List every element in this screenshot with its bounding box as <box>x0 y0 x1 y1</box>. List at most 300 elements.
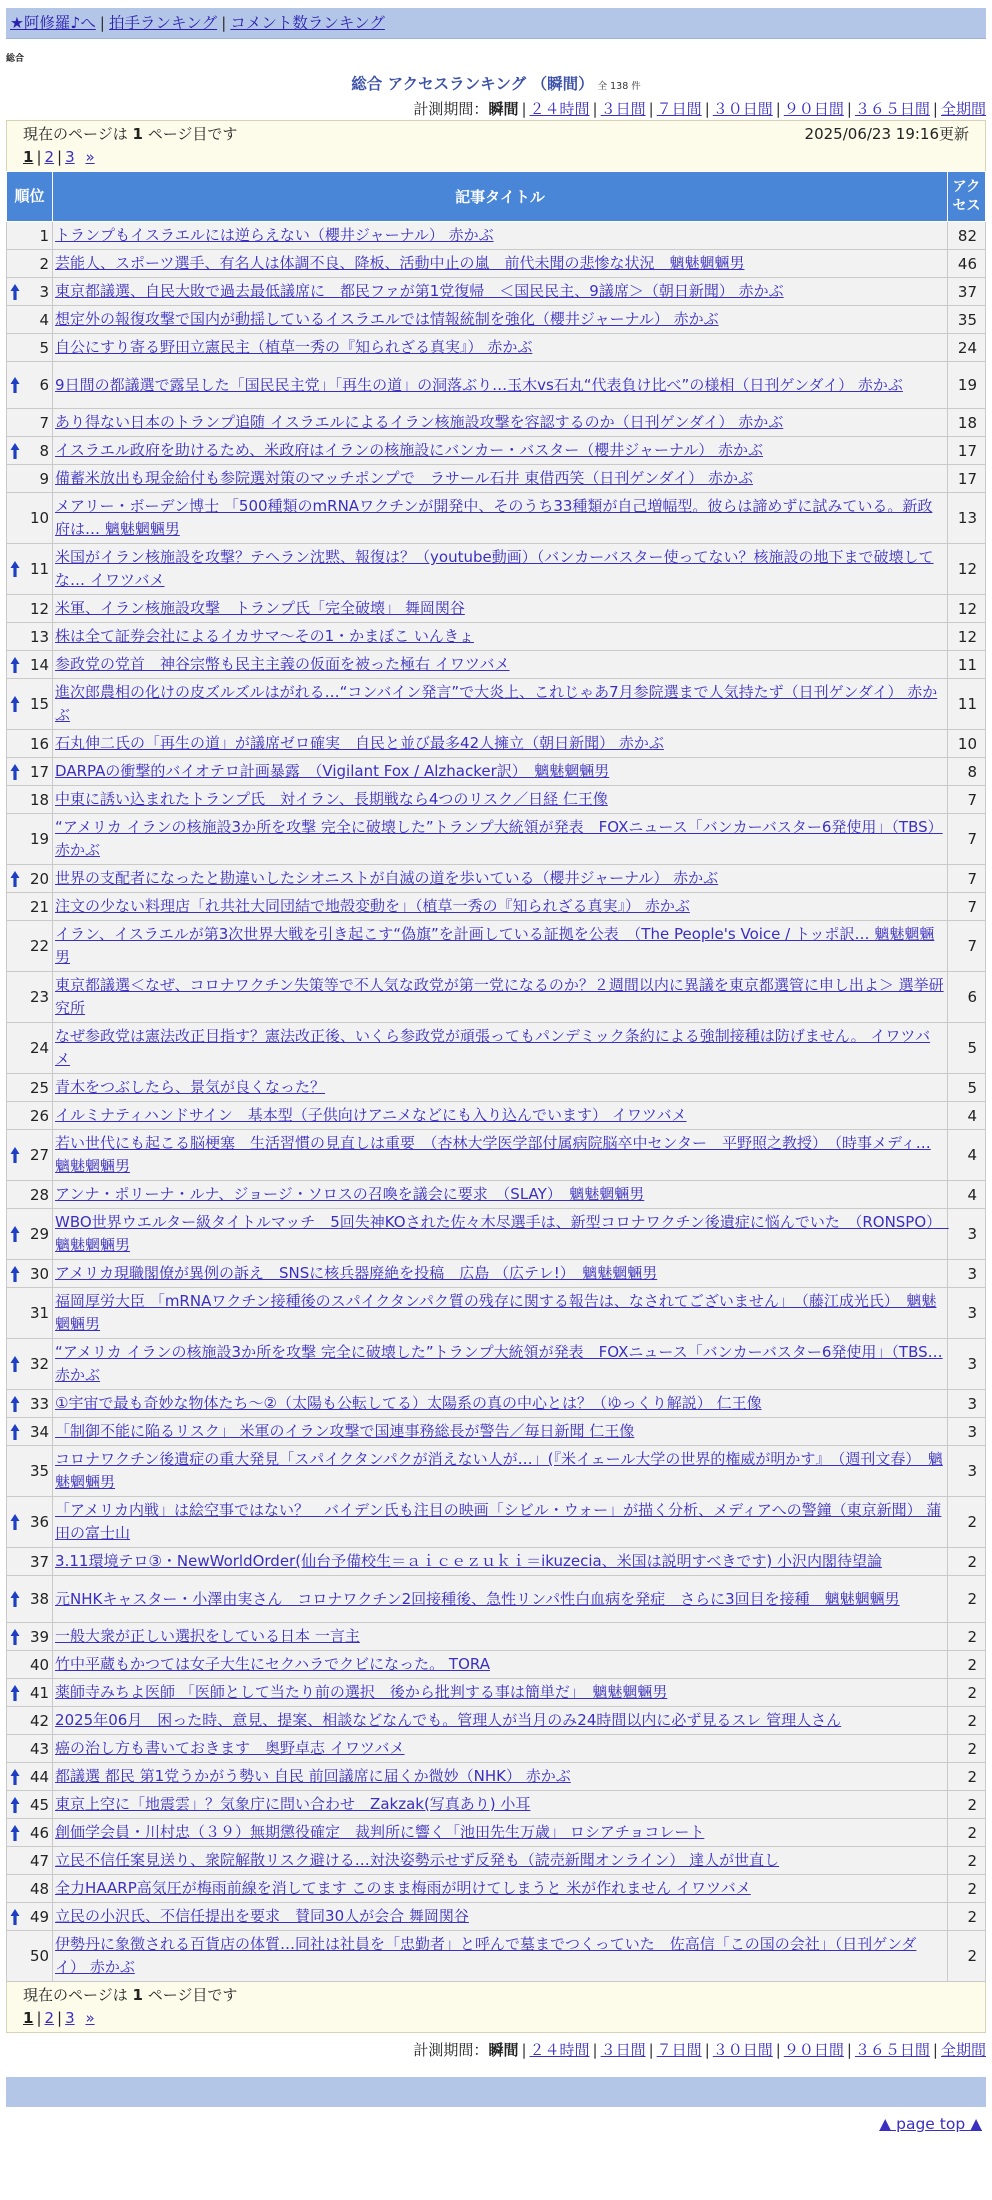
title-cell <box>53 1651 948 1679</box>
access-count: 19 <box>947 362 985 409</box>
ranking-row <box>7 1418 986 1446</box>
rank-cell <box>7 1791 53 1819</box>
page-top-container <box>6 2111 986 2137</box>
rank-up-arrow-icon <box>10 1628 20 1646</box>
footer-bar <box>6 2077 986 2107</box>
access-count: 2 <box>947 1931 985 1982</box>
article-title-link[interactable]: 想定外の報復攻撃で国内が動揺しているイスラエルでは情報統制を強化（櫻井ジャーナル） 赤かぶ <box>55 310 719 328</box>
ranking-row <box>7 1209 986 1260</box>
ranking-row <box>7 651 986 679</box>
title-cell <box>53 1339 948 1390</box>
period-link[interactable]: ３日間 <box>600 2041 646 2059</box>
ranking-row <box>7 1288 986 1339</box>
page-spacer <box>78 2009 83 2027</box>
title-cell <box>53 1735 948 1763</box>
rank-cell <box>7 1707 53 1735</box>
page-link[interactable]: 3 <box>65 148 75 166</box>
access-count: 2 <box>947 1903 985 1931</box>
rank-number: 28 <box>29 1185 50 1204</box>
ranking-row <box>7 1707 986 1735</box>
article-title-link[interactable]: 「制御不能に陥るリスク」 米軍のイラン攻撃で国連事務総長が警告／毎日新聞 仁王像 <box>55 1422 635 1440</box>
article-title-link[interactable]: アメリカ現職閣僚が異例の訴え SNSに核兵器廃絶を投稿 広島 （広テレ!） 魑魅魍魎男 <box>55 1264 658 1282</box>
article-title-link[interactable]: 進次郎農相の化けの皮ズルズルはがれる…“コンバイン発言”で大炎上、これじゃあ7月参院選まで人気持たず（日刊ゲンダイ） 赤かぶ <box>55 683 938 724</box>
title-cell <box>53 362 948 409</box>
article-title-link[interactable]: イルミナティハンドサイン 基本型（子供向けアニメなどにも入り込んでいます） イワツバメ <box>55 1106 687 1124</box>
rank-cell <box>7 409 53 437</box>
period-link[interactable]: ３６５日間 <box>854 100 930 118</box>
rank-cell <box>7 595 53 623</box>
article-title-link[interactable]: イスラエル政府を助けるため、米政府はイランの核施設にバンカー・バスター（櫻井ジャーナル） 赤かぶ <box>55 441 764 459</box>
title-cell <box>53 623 948 651</box>
title-cell <box>53 306 948 334</box>
period-separator: | <box>704 100 710 118</box>
access-count: 2 <box>947 1875 985 1903</box>
ranking-row <box>7 1623 986 1651</box>
ranking-row <box>7 1339 986 1390</box>
article-title-link[interactable]: 3.11環境テロ③・NewWorldOrder(仙台予備校生＝ａｉｃｅｚｕｋｉ＝ikuzecia、米国は説明すべきです) 小沢内閣待望論 <box>55 1552 883 1570</box>
rank-number: 49 <box>29 1907 50 1926</box>
rank-number: 42 <box>29 1711 50 1730</box>
page-next-link[interactable]: » <box>85 148 95 166</box>
access-count: 2 <box>947 1651 985 1679</box>
article-title-link[interactable]: 9日間の都議選で露呈した「国民民主党」「再生の道」の洞落ぶり…玉木vs石丸“代表負け比べ”の様相（日刊ゲンダイ） 赤かぶ <box>55 375 903 394</box>
ranking-row <box>7 1903 986 1931</box>
article-title-link[interactable]: “アメリカ イランの核施設3か所を攻撃 完全に破壊した”トランプ大統領が発表 FOXニュース「バンカーバスター6発使用」（TBS） 赤かぶ <box>55 818 943 859</box>
ranking-row <box>7 362 986 409</box>
article-title-link[interactable]: 東京上空に「地震雲」？気象庁に問い合わせ Zakzak(写真あり) 小耳 <box>55 1795 531 1813</box>
article-title-link[interactable]: 全力HAARP高気圧が梅雨前線を消してます このまま梅雨が明けてしまうと 米が作れません イワツバメ <box>55 1879 751 1897</box>
access-count: 5 <box>947 1023 985 1074</box>
title-cell <box>53 1181 948 1209</box>
rank-cell <box>7 786 53 814</box>
access-count: 7 <box>947 893 985 921</box>
article-title-link[interactable]: 米国がイラン核施設を攻撃？テヘラン沈黙、報復は？（youtube動画）（バンカーバスター使ってない？核施設の地下まで破壊してな… イワツバメ <box>55 548 934 589</box>
title-cell <box>53 1707 948 1735</box>
page-top-link[interactable]: ▲ page top ▲ <box>879 2115 982 2133</box>
period-separator: | <box>592 2041 598 2059</box>
rank-cell <box>7 893 53 921</box>
period-separator: | <box>932 100 938 118</box>
ranking-row <box>7 278 986 306</box>
current-page-suffix: ページ目です <box>147 1986 238 2004</box>
article-title-link[interactable]: 都議選 都民 第1党うかがう勢い 自民 前回議席に届くか微妙（NHK） 赤かぶ <box>55 1767 571 1785</box>
access-count: 5 <box>947 1074 985 1102</box>
rank-cell <box>7 306 53 334</box>
ranking-row <box>7 409 986 437</box>
rank-cell <box>7 278 53 306</box>
title-cell <box>53 814 948 865</box>
period-separator: | <box>648 2041 654 2059</box>
pagination-bottom <box>23 2006 969 2030</box>
rank-cell <box>7 1260 53 1288</box>
article-title-link[interactable]: 伊勢丹に象徴される百貨店の体質…同社は社員を「忠勤者」と呼んで墓までつくっていた 佐高信「この国の会社」（日刊ゲンダイ） 赤かぶ <box>55 1935 917 1976</box>
period-label: 計測期間： <box>413 2041 489 2059</box>
access-count: 2 <box>947 1735 985 1763</box>
rank-number: 27 <box>29 1146 50 1164</box>
page-link[interactable]: 2 <box>44 2009 55 2027</box>
rank-cell <box>7 1102 53 1130</box>
title-column-header: 記事タイトル <box>53 172 948 222</box>
title-cell <box>53 465 948 493</box>
period-separator: | <box>521 2041 527 2059</box>
ranking-row <box>7 544 986 595</box>
title-cell <box>53 730 948 758</box>
rank-cell <box>7 334 53 362</box>
title-cell <box>53 1023 948 1074</box>
access-count: 11 <box>947 679 985 730</box>
info-box-top <box>6 120 986 171</box>
ranking-table <box>6 171 986 1982</box>
info-box-bottom <box>6 1982 986 2033</box>
rank-up-arrow-icon <box>10 1513 20 1531</box>
article-title-link[interactable]: アンナ・ポリーナ・ルナ、ジョージ・ソロスの召喚を議会に要求 （SLAY） 魑魅魍魎男 <box>55 1185 645 1203</box>
rank-cell <box>7 1651 53 1679</box>
title-cell <box>53 595 948 623</box>
title-cell <box>53 1847 948 1875</box>
article-title-link[interactable]: 東京都議選＜なぜ、コロナワクチン失策等で不人気な政党が第一党になるのか？２週間以内に異議を東京都選管に申し出よ＞ 選挙研究所 <box>55 976 944 1017</box>
rank-cell <box>7 1130 53 1181</box>
rank-number: 16 <box>29 734 50 753</box>
rank-number: 19 <box>29 830 50 848</box>
rank-cell <box>7 814 53 865</box>
title-cell <box>53 1548 948 1576</box>
ranking-row <box>7 222 986 250</box>
ranking-row <box>7 595 986 623</box>
article-title-link[interactable]: “アメリカ イランの核施設3か所を攻撃 完全に破壊した”トランプ大統領が発表 FOXニュース「バンカーバスター6発使用」（TBS… 赤かぶ <box>55 1343 943 1384</box>
page-separator: | <box>36 2009 42 2027</box>
ranking-row <box>7 1791 986 1819</box>
rank-number: 30 <box>29 1264 50 1283</box>
article-title-link[interactable]: 青木をつぶしたら、景気が良くなった？ <box>55 1078 326 1096</box>
page-separator: | <box>36 148 42 166</box>
access-count: 3 <box>947 1288 985 1339</box>
rank-cell <box>7 651 53 679</box>
article-title-link[interactable]: イラン、イスラエルが第3次世界大戦を引き起こす“偽旗”を計画している証拠を公表 （The People's Voice / トッポ訳… 魑魅魍魎男 <box>55 925 935 966</box>
article-title-link[interactable]: 竹中平蔵もかつては女子大生にセクハラでクビになった。 TORA <box>55 1655 490 1673</box>
page-next-link[interactable]: » <box>85 2009 95 2027</box>
article-title-link[interactable]: 中東に誘い込まれたトランプ氏 対イラン、長期戦なら4つのリスク／日経 仁王像 <box>55 790 608 808</box>
ranking-row <box>7 1181 986 1209</box>
access-count: 12 <box>947 623 985 651</box>
title-cell <box>53 921 948 972</box>
rank-number: 11 <box>29 560 50 578</box>
title-cell <box>53 250 948 278</box>
ranking-row <box>7 1735 986 1763</box>
title-cell <box>53 758 948 786</box>
access-count: 6 <box>947 972 985 1023</box>
rank-number: 48 <box>29 1879 50 1898</box>
access-count: 37 <box>947 278 985 306</box>
pagination-top <box>23 145 969 169</box>
page-spacer <box>78 148 83 166</box>
rank-up-arrow-icon <box>10 1423 20 1441</box>
current-page-suffix: ページ目です <box>147 125 238 143</box>
page-link[interactable]: 3 <box>65 2009 75 2027</box>
rank-up-arrow-icon <box>10 870 20 888</box>
rank-number: 17 <box>29 762 50 781</box>
rank-up-arrow-icon <box>10 560 20 578</box>
access-count: 4 <box>947 1181 985 1209</box>
rank-cell <box>7 865 53 893</box>
ranking-row <box>7 758 986 786</box>
comment-ranking-link[interactable]: コメント数ランキング <box>230 14 385 32</box>
article-title-link[interactable]: トランプもイスラエルには逆らえない（櫻井ジャーナル） 赤かぶ <box>55 226 494 244</box>
period-label: 計測期間： <box>413 100 489 118</box>
rank-number: 2 <box>39 254 50 273</box>
access-count: 3 <box>947 1209 985 1260</box>
title-cell <box>53 544 948 595</box>
rank-number: 13 <box>29 627 50 646</box>
title-cell <box>53 972 948 1023</box>
article-title-link[interactable]: あり得ない日本のトランプ追随 イスラエルによるイラン核施設攻撃を容認するのか（日刊ゲンダイ） 赤かぶ <box>55 413 784 431</box>
nav-separator: | <box>99 14 106 32</box>
ranking-row <box>7 1446 986 1497</box>
home-link[interactable]: ★阿修羅♪へ <box>10 14 96 32</box>
rank-number: 8 <box>39 441 50 460</box>
rank-number: 23 <box>29 988 50 1006</box>
title-cell <box>53 1903 948 1931</box>
access-count: 7 <box>947 814 985 865</box>
rank-cell <box>7 1679 53 1707</box>
period-link[interactable]: ９０日間 <box>783 2041 844 2059</box>
rank-number: 37 <box>29 1552 50 1571</box>
access-count: 13 <box>947 493 985 544</box>
rank-up-arrow-icon <box>10 763 20 781</box>
access-count: 3 <box>947 1260 985 1288</box>
rank-cell <box>7 1497 53 1548</box>
rank-cell <box>7 1847 53 1875</box>
rank-number: 46 <box>29 1823 50 1842</box>
rank-cell <box>7 1209 53 1260</box>
article-title-link[interactable]: 芸能人、スポーツ選手、有名人は体調不良、降板、活動中止の嵐 前代未聞の悲惨な状況 魑魅魍魎男 <box>55 254 745 272</box>
title-cell <box>53 786 948 814</box>
rank-number: 22 <box>29 937 50 955</box>
period-link[interactable]: ２４時間 <box>529 100 590 118</box>
title-cell <box>53 1819 948 1847</box>
ranking-row <box>7 306 986 334</box>
access-count: 2 <box>947 1623 985 1651</box>
article-title-link[interactable]: 東京都議選、自民大敗で過去最低議席に 都民ファが第1党復帰 ＜国民民主、9議席＞（朝日新聞） 赤かぶ <box>55 282 784 300</box>
clap-ranking-link[interactable]: 拍手ランキング <box>109 14 218 32</box>
rank-number: 38 <box>29 1590 50 1608</box>
current-page-text <box>23 123 237 145</box>
ranking-row <box>7 972 986 1023</box>
current-page-number: 1 <box>132 125 143 143</box>
rank-number: 45 <box>29 1795 50 1814</box>
access-count: 2 <box>947 1847 985 1875</box>
period-separator: | <box>846 100 852 118</box>
period-link[interactable]: 全期間 <box>940 100 986 118</box>
rank-up-arrow-icon <box>10 1590 20 1608</box>
ranking-row <box>7 1074 986 1102</box>
title-cell <box>53 1260 948 1288</box>
article-title-link[interactable]: 「アメリカ内戦」は絵空事ではない？ バイデン氏も注目の映画「シビル・ウォー」が描く分析、メディアへの警鐘（東京新聞） 蒲田の富士山 <box>55 1501 942 1542</box>
page-current: 1 <box>23 2009 34 2027</box>
rank-number: 3 <box>39 282 50 301</box>
period-link[interactable]: ３日間 <box>600 100 646 118</box>
category-label: 総合 <box>6 54 25 64</box>
title-cell <box>53 1623 948 1651</box>
top-navigation <box>6 8 986 39</box>
rank-number: 18 <box>29 790 50 809</box>
article-title-link[interactable]: 石丸伸二氏の「再生の道」が議席ゼロ確実 自民と並び最多42人擁立（朝日新聞） 赤かぶ <box>55 734 664 752</box>
title-cell <box>53 1288 948 1339</box>
article-title-link[interactable]: 自公にすり寄る野田立憲民主（植草一秀の『知られざる真実』） 赤かぶ <box>55 338 533 356</box>
rank-number: 34 <box>29 1422 50 1441</box>
ranking-row <box>7 1260 986 1288</box>
access-count: 8 <box>947 758 985 786</box>
title-cell <box>53 1875 948 1903</box>
access-count: 17 <box>947 437 985 465</box>
rank-cell <box>7 972 53 1023</box>
ranking-row <box>7 1102 986 1130</box>
rank-number: 50 <box>29 1947 50 1965</box>
page-link[interactable]: 2 <box>44 148 55 166</box>
rank-number: 32 <box>29 1355 50 1373</box>
rank-number: 9 <box>39 469 50 488</box>
article-title-link[interactable]: 福岡厚労大臣 「mRNAワクチン接種後のスパイクタンパク質の残存に関する報告は、なされてございません」 （藤江成光氏） 魑魅魍魎男 <box>55 1292 937 1333</box>
period-link[interactable]: ３６５日間 <box>854 2041 930 2059</box>
access-count: 11 <box>947 651 985 679</box>
rank-number: 1 <box>39 226 50 245</box>
page-separator: | <box>57 148 63 166</box>
article-title-link[interactable]: コロナワクチン後遺症の重大発見「スパイクタンパクが消えない人が…」(『米イェール大学の世界的権威が明かす』 （週刊文春） 魑魅魍魎男 <box>55 1450 943 1491</box>
article-title-link[interactable]: 世界の支配者になったと勘違いしたシオニストが自滅の道を歩いている（櫻井ジャーナル） 赤かぶ <box>55 869 719 887</box>
title-cell <box>53 222 948 250</box>
article-title-link[interactable]: 備蓄米放出も現金給付も参院選対策のマッチポンプで ラサール石井 東借西笑（日刊ゲンダイ） 赤かぶ <box>55 469 753 487</box>
period-separator: | <box>592 100 598 118</box>
article-title-link[interactable]: 2025年06月 困った時、意見、提案、相談などなんでも。管理人が当月のみ24時間以内に必ず見るスレ 管理人さん <box>55 1711 842 1729</box>
rank-number: 25 <box>29 1078 50 1097</box>
period-separator: | <box>775 2041 781 2059</box>
rank-cell <box>7 1288 53 1339</box>
article-title-link[interactable]: 注文の少ない料理店「れ共社大同団結で地殻変動を」（植草一秀の『知られざる真実』） 赤かぶ <box>55 897 690 915</box>
article-title-link[interactable]: 元NHKキャスター・小澤由実さん コロナワクチン2回接種後、急性リンパ性白血病を発症 さらに3回目を接種 魑魅魍魎男 <box>55 1589 900 1608</box>
rank-up-arrow-icon <box>10 1355 20 1373</box>
rank-cell <box>7 1418 53 1446</box>
article-title-link[interactable]: 若い世代にも起こる脳梗塞 生活習慣の見直しは重要 （杏林大学医学部付属病院脳卒中センター 平野照之教授） （時事メディ… 魑魅魍魎男 <box>55 1134 931 1175</box>
ranking-row <box>7 1763 986 1791</box>
title-cell <box>53 679 948 730</box>
rank-up-arrow-icon <box>10 1265 20 1283</box>
title-cell <box>53 1074 948 1102</box>
access-count: 10 <box>947 730 985 758</box>
access-count: 4 <box>947 1130 985 1181</box>
rank-number: 33 <box>29 1394 50 1413</box>
access-count: 4 <box>947 1102 985 1130</box>
period-link[interactable]: ３０日間 <box>712 100 773 118</box>
access-count: 3 <box>947 1390 985 1418</box>
rank-cell <box>7 544 53 595</box>
rank-number: 15 <box>29 695 50 713</box>
rank-number: 5 <box>39 338 50 357</box>
rank-cell <box>7 679 53 730</box>
period-separator: | <box>775 100 781 118</box>
rank-number: 29 <box>29 1225 50 1243</box>
article-title-link[interactable]: 参政党の党首 神谷宗幣も民主主義の仮面を被った極右 イワツバメ <box>55 655 510 673</box>
rank-up-arrow-icon <box>10 1824 20 1842</box>
article-title-link[interactable]: WBO世界ウエルター級タイトルマッチ 5回失神KOされた佐々木尽選手は、新型コロナワクチン後遺症に悩んでいた （RONSPO） 魑魅魍魎男 <box>55 1213 949 1254</box>
article-title-link[interactable]: 癌の治し方も書いておきます 奥野卓志 イワツバメ <box>55 1739 405 1757</box>
title-cell <box>53 1390 948 1418</box>
article-title-link[interactable]: 創価学会員・川村忠（３９）無期懲役確定 裁判所に響く「池田先生万歳」 ロシアチョコレート <box>55 1823 705 1841</box>
rank-up-arrow-icon <box>10 1684 20 1702</box>
article-title-link[interactable]: 立民不信任案見送り、衆院解散リスク避ける…対決姿勢示せず反発も（読売新聞オンライン） 達人が世直し <box>55 1851 780 1869</box>
ranking-row <box>7 623 986 651</box>
article-title-link[interactable]: 米軍、イラン核施設攻撃 トランプ氏「完全破壊」 舞岡関谷 <box>55 599 465 617</box>
access-count: 7 <box>947 921 985 972</box>
rank-up-arrow-icon <box>10 442 20 460</box>
rank-cell <box>7 730 53 758</box>
rank-number: 6 <box>39 376 50 394</box>
ranking-row <box>7 334 986 362</box>
rank-up-arrow-icon <box>10 1225 20 1243</box>
article-title-link[interactable]: 株は全て証券会社によるイカサマ〜その1・かまぼこ いんきょ <box>55 627 474 645</box>
period-link[interactable]: ７日間 <box>656 2041 702 2059</box>
rank-up-arrow-icon <box>10 1146 20 1164</box>
period-link[interactable]: ３０日間 <box>712 2041 773 2059</box>
rank-cell <box>7 758 53 786</box>
period-link[interactable]: ７日間 <box>656 100 702 118</box>
title-cell <box>53 1130 948 1181</box>
rank-cell <box>7 250 53 278</box>
page-separator: | <box>57 2009 63 2027</box>
ranking-row <box>7 1931 986 1982</box>
period-link[interactable]: ２４時間 <box>529 2041 590 2059</box>
article-title-link[interactable]: ①宇宙で最も奇妙な物体たち〜②（太陽も公転してる）太陽系の真の中心とは？（ゆっくり解説） 仁王像 <box>55 1394 762 1412</box>
article-title-link[interactable]: なぜ参政党は憲法改正目指す？憲法改正後、いくら参政党が頑張ってもパンデミック条約による強制接種は防げません。 イワツバメ <box>55 1027 931 1068</box>
rank-cell <box>7 1548 53 1576</box>
rank-number: 39 <box>29 1627 50 1646</box>
rank-up-arrow-icon <box>10 1908 20 1926</box>
ranking-row <box>7 1548 986 1576</box>
title-cell <box>53 493 948 544</box>
period-link[interactable]: ９０日間 <box>783 100 844 118</box>
access-count: 17 <box>947 465 985 493</box>
rank-cell <box>7 1446 53 1497</box>
title-cell <box>53 1446 948 1497</box>
rank-cell <box>7 1931 53 1982</box>
rank-number: 31 <box>29 1304 50 1322</box>
period-separator: | <box>932 2041 938 2059</box>
current-page-text <box>23 1984 237 2006</box>
period-selector-bottom <box>6 2039 986 2061</box>
article-title-link[interactable]: DARPAの衝撃的バイオテロ計画暴露 （Vigilant Fox / Alzhacker訳） 魑魅魍魎男 <box>55 762 610 780</box>
access-count: 18 <box>947 409 985 437</box>
rank-number: 35 <box>29 1462 50 1480</box>
period-link[interactable]: 全期間 <box>940 2041 986 2059</box>
article-title-link[interactable]: 薬師寺みちよ医師 「医師として当たり前の選択 後から批判する事は簡単だ」 魑魅魍魎男 <box>55 1683 668 1701</box>
ranking-row <box>7 1679 986 1707</box>
item-count: 全 138 件 <box>597 81 641 92</box>
article-title-link[interactable]: メアリー・ボーデン博士 「500種類のmRNAワクチンが開発中、そのうち33種類が自己増幅型。彼らは諦めずに試みている。新政府は… 魑魅魍魎男 <box>55 497 933 538</box>
rank-cell <box>7 1735 53 1763</box>
access-count: 2 <box>947 1548 985 1576</box>
ranking-row <box>7 1576 986 1623</box>
rank-number: 12 <box>29 599 50 618</box>
current-page-prefix: 現在のページは <box>23 1986 128 2004</box>
access-count: 2 <box>947 1707 985 1735</box>
ranking-row <box>7 1651 986 1679</box>
article-title-link[interactable]: 一般大衆が正しい選択をしている日本 一言主 <box>55 1627 360 1645</box>
access-count: 24 <box>947 334 985 362</box>
ranking-row <box>7 730 986 758</box>
rank-number: 7 <box>39 413 50 432</box>
article-title-link[interactable]: 立民の小沢氏、不信任提出を要求 賛同30人が会合 舞岡関谷 <box>55 1907 469 1925</box>
period-separator: | <box>846 2041 852 2059</box>
title-cell <box>53 334 948 362</box>
access-count: 7 <box>947 786 985 814</box>
